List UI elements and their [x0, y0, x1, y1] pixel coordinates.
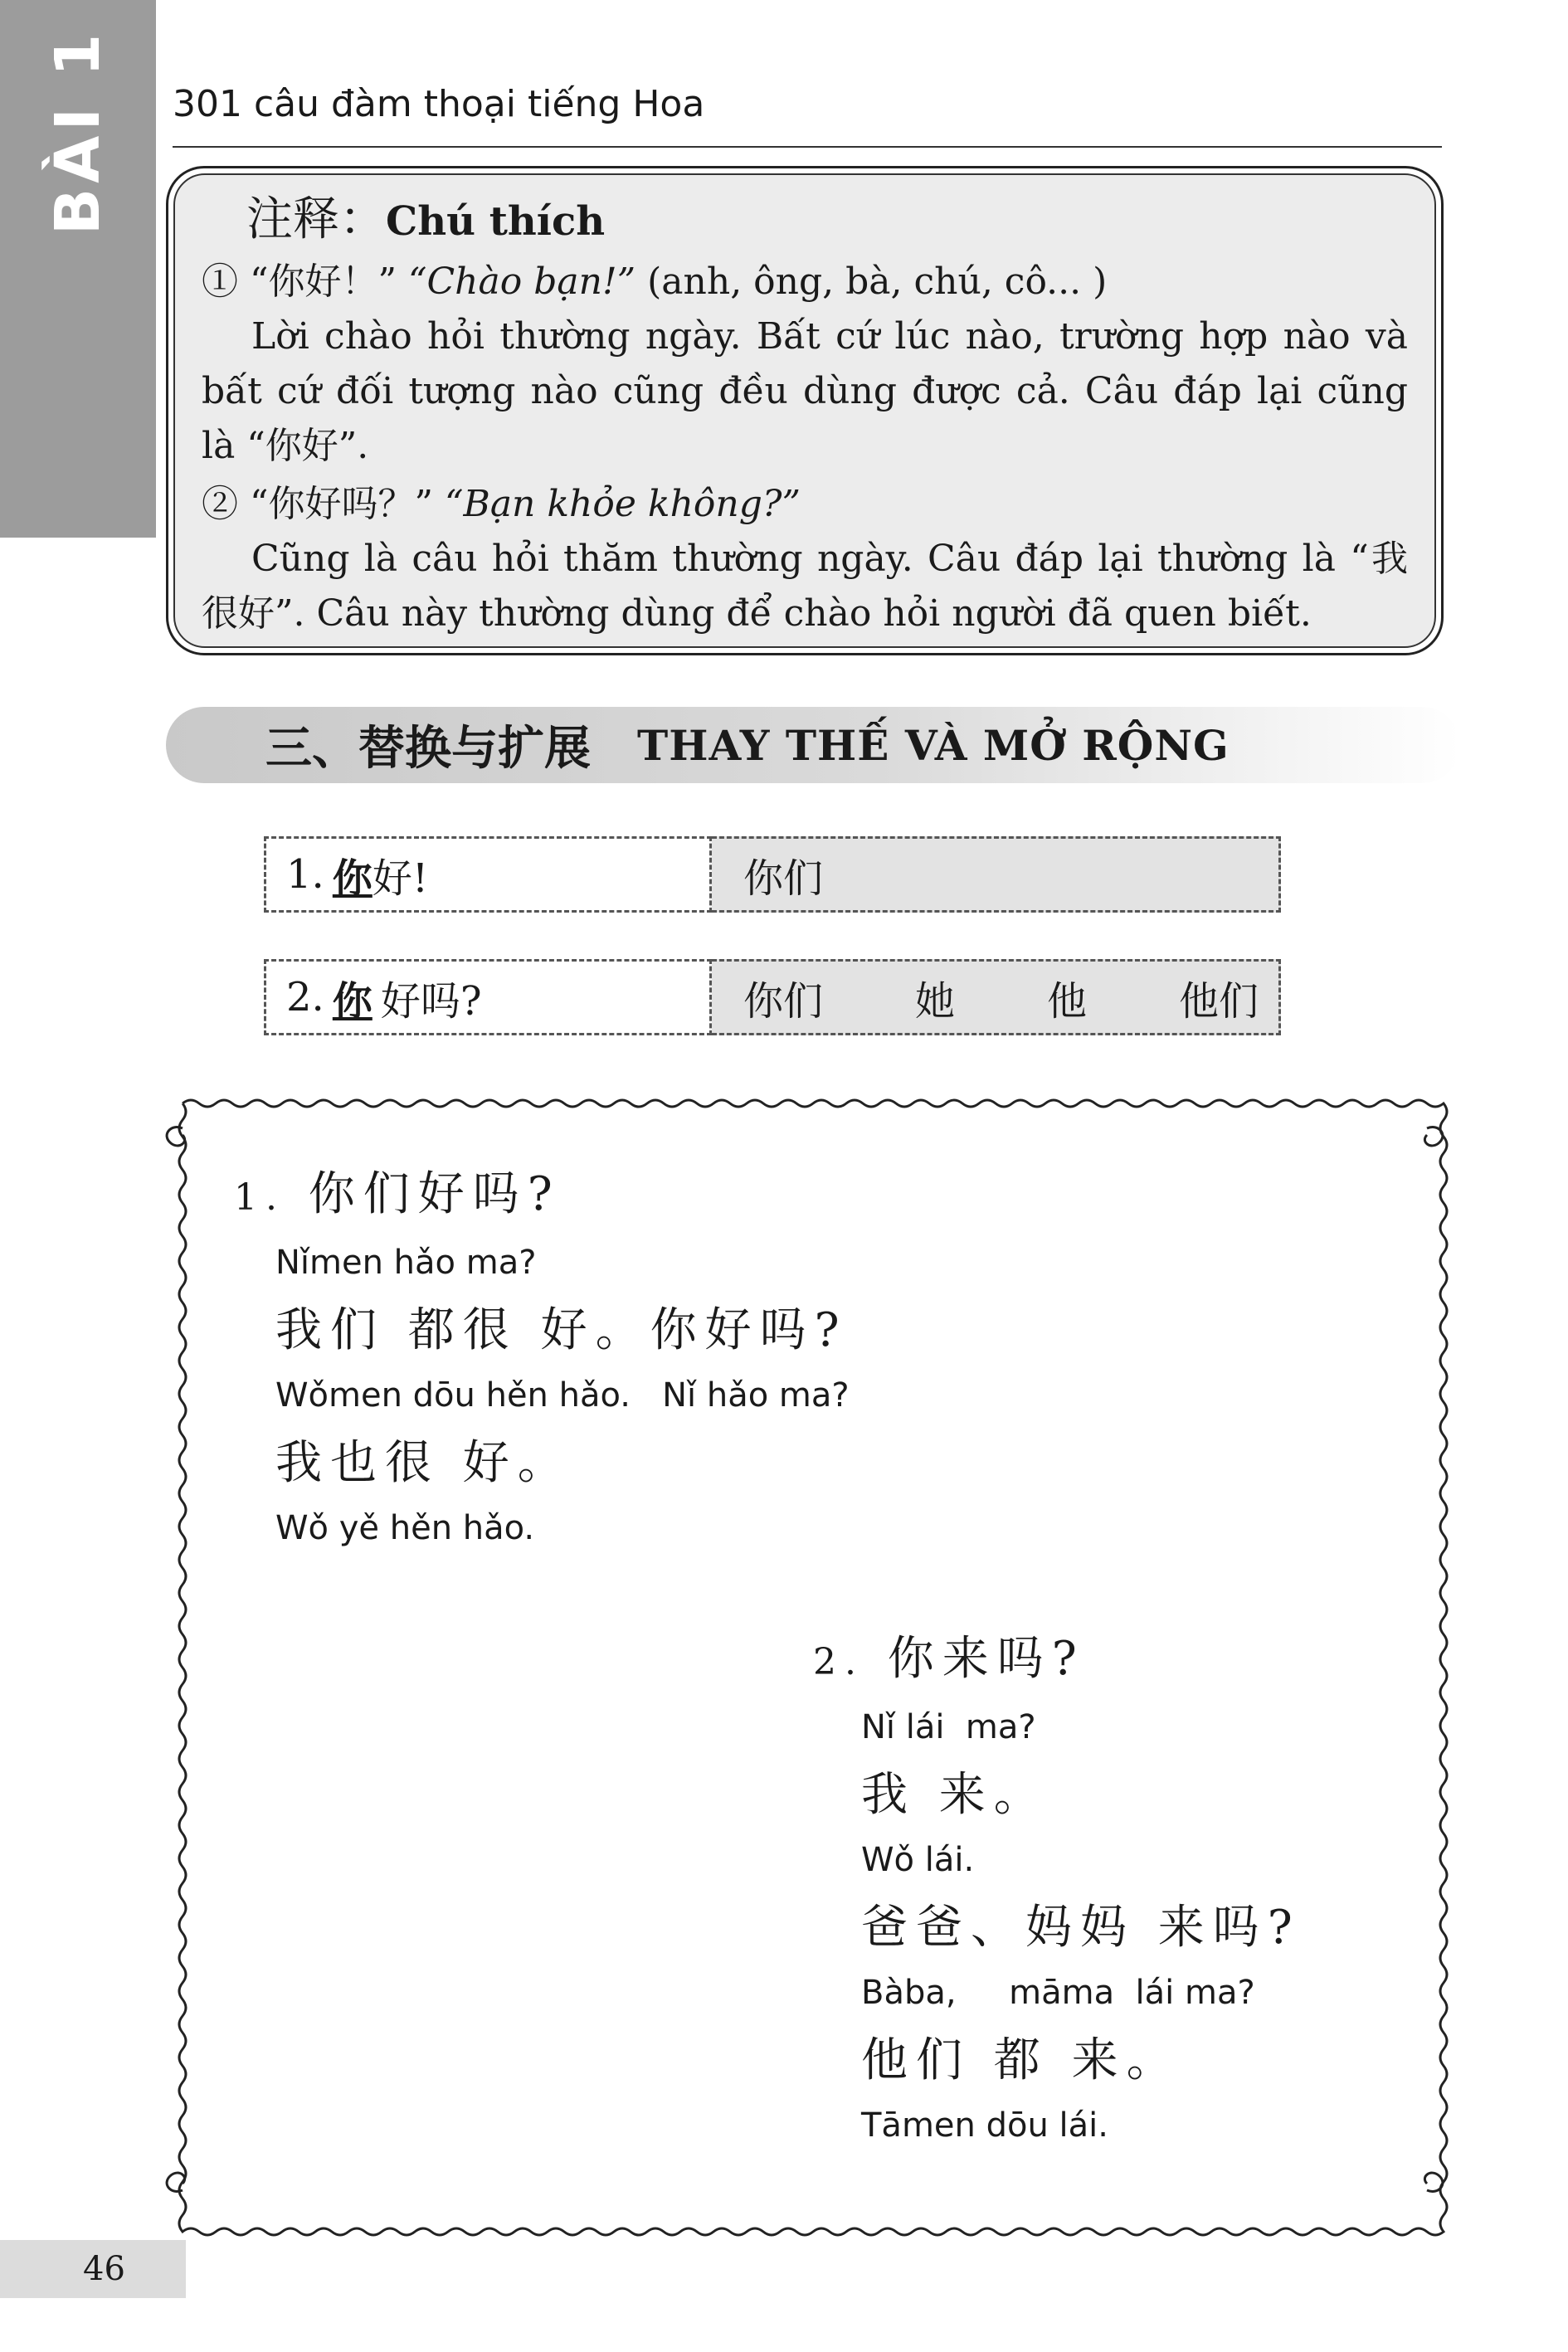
note-item-2-explanation: Cũng là câu hỏi thăm thường ngày. Câu đáp lại thường là “我很好”. Câu này thường dùng để chào hỏi người đã quen biết. [202, 538, 1408, 635]
dialogue-2-line-2-pinyin: Wǒ lái. [861, 1841, 975, 1879]
substitution-row-1-number: 1. [286, 851, 324, 898]
substitution-row-2-options [712, 959, 1281, 1035]
substitution-row-1-rest: 好! [372, 855, 429, 902]
note-item-2-heading [202, 477, 1408, 532]
substitution-row-1-key: 你 [332, 855, 373, 902]
substitution-row-2-rest: 好吗? [380, 977, 482, 1025]
note-item-1-explanation: Lời chào hỏi thường ngày. Bất cứ lúc nào, trường hợp nào và bất cứ đối tượng nào cũng đều dùng được cả. Câu đáp lại cũng là “你好”. [202, 315, 1408, 467]
note-item-1-extra: (anh, ông, bà, chú, cô... ) [647, 261, 1108, 303]
dialogue-1-line-1-pinyin: Nǐmen hǎo ma? [275, 1244, 537, 1282]
dialogue-1-line-3-zh: 我也很 好。 [275, 1436, 572, 1490]
dialogue-2-number: 2. [813, 1641, 864, 1683]
note-item-1-phrase: “你好！” [250, 261, 397, 303]
dialogue-1 [234, 1161, 850, 1560]
running-header: 301 câu đàm thoại tiếng Hoa [173, 83, 705, 125]
substitution-row-1-options [712, 836, 1281, 913]
lesson-label: BÀI 1 [42, 28, 114, 236]
substitution-row-1-pattern [264, 836, 712, 913]
dialogue-1-line-1-zh: 你们好吗? [308, 1167, 561, 1221]
dialogue-frame [158, 1079, 1452, 2240]
notes-title-zh: 注释： [246, 192, 386, 246]
dialogue-2-line-4-pinyin: Tāmen dōu lái. [861, 2106, 1108, 2145]
note-item-2-marker: ② [202, 483, 238, 525]
substitution-row-2 [264, 959, 1281, 1035]
dialogue-2-line-1-pinyin: Nǐ lái ma? [861, 1708, 1036, 1746]
substitution-option: 他们 [1178, 977, 1259, 1025]
dialogue-1-number: 1. [234, 1176, 285, 1219]
substitution-option: 你们 [743, 855, 824, 902]
substitution-row-2-pattern [264, 959, 712, 1035]
section-heading-bar [166, 707, 1460, 783]
dialogue-1-line-2-zh: 我们 都很 好。你好吗? [275, 1303, 848, 1357]
substitution-row-2-number: 2. [286, 974, 324, 1020]
section-title-zh: 三、替换与扩展 [265, 722, 591, 776]
substitution-row-2-key: 你 [332, 977, 373, 1025]
dialogue-2-line-1 [813, 1626, 1301, 1696]
notes-title [246, 187, 1408, 255]
dialogue-2-line-1-zh: 你来吗? [887, 1632, 1085, 1686]
substitution-row-1 [264, 836, 1281, 913]
header-rule [173, 146, 1442, 148]
dialogue-1-line-3-pinyin: Wǒ yě hěn hǎo. [275, 1509, 535, 1547]
dialogue-1-line-2-pinyin: Wǒmen dōu hěn hǎo. Nǐ hǎo ma? [275, 1376, 850, 1415]
dialogue-2-line-3-zh: 爸爸、妈妈 来吗? [861, 1901, 1301, 1955]
note-item-2-translation: “Bạn khỏe không?” [445, 483, 801, 525]
substitution-option: 他 [1046, 977, 1087, 1025]
dialogue-2-line-3-pinyin: Bàba, māma lái ma? [861, 1974, 1255, 2012]
section-title-vn: THAY THẾ VÀ MỞ RỘNG [637, 720, 1230, 770]
notes-title-vn: Chú thích [386, 198, 606, 245]
note-item-1-heading [202, 255, 1408, 309]
dialogue-2-line-4-zh: 他们 都 来。 [861, 2033, 1181, 2087]
page-number: 46 [0, 2240, 186, 2298]
notes-inner [173, 173, 1436, 648]
notes-box [166, 166, 1444, 655]
dialogue-2-line-2-zh: 我 来。 [861, 1768, 1049, 1822]
substitution-option: 她 [914, 977, 955, 1025]
dialogue-2 [813, 1626, 1301, 2157]
note-item-2-phrase: “你好吗？” [250, 483, 433, 525]
note-item-1-marker: ① [202, 261, 238, 303]
substitution-option: 你们 [743, 977, 824, 1025]
lesson-side-tab [0, 0, 156, 538]
note-item-1-translation: “Chào bạn!” [408, 261, 636, 303]
dialogue-1-line-1 [234, 1161, 850, 1231]
